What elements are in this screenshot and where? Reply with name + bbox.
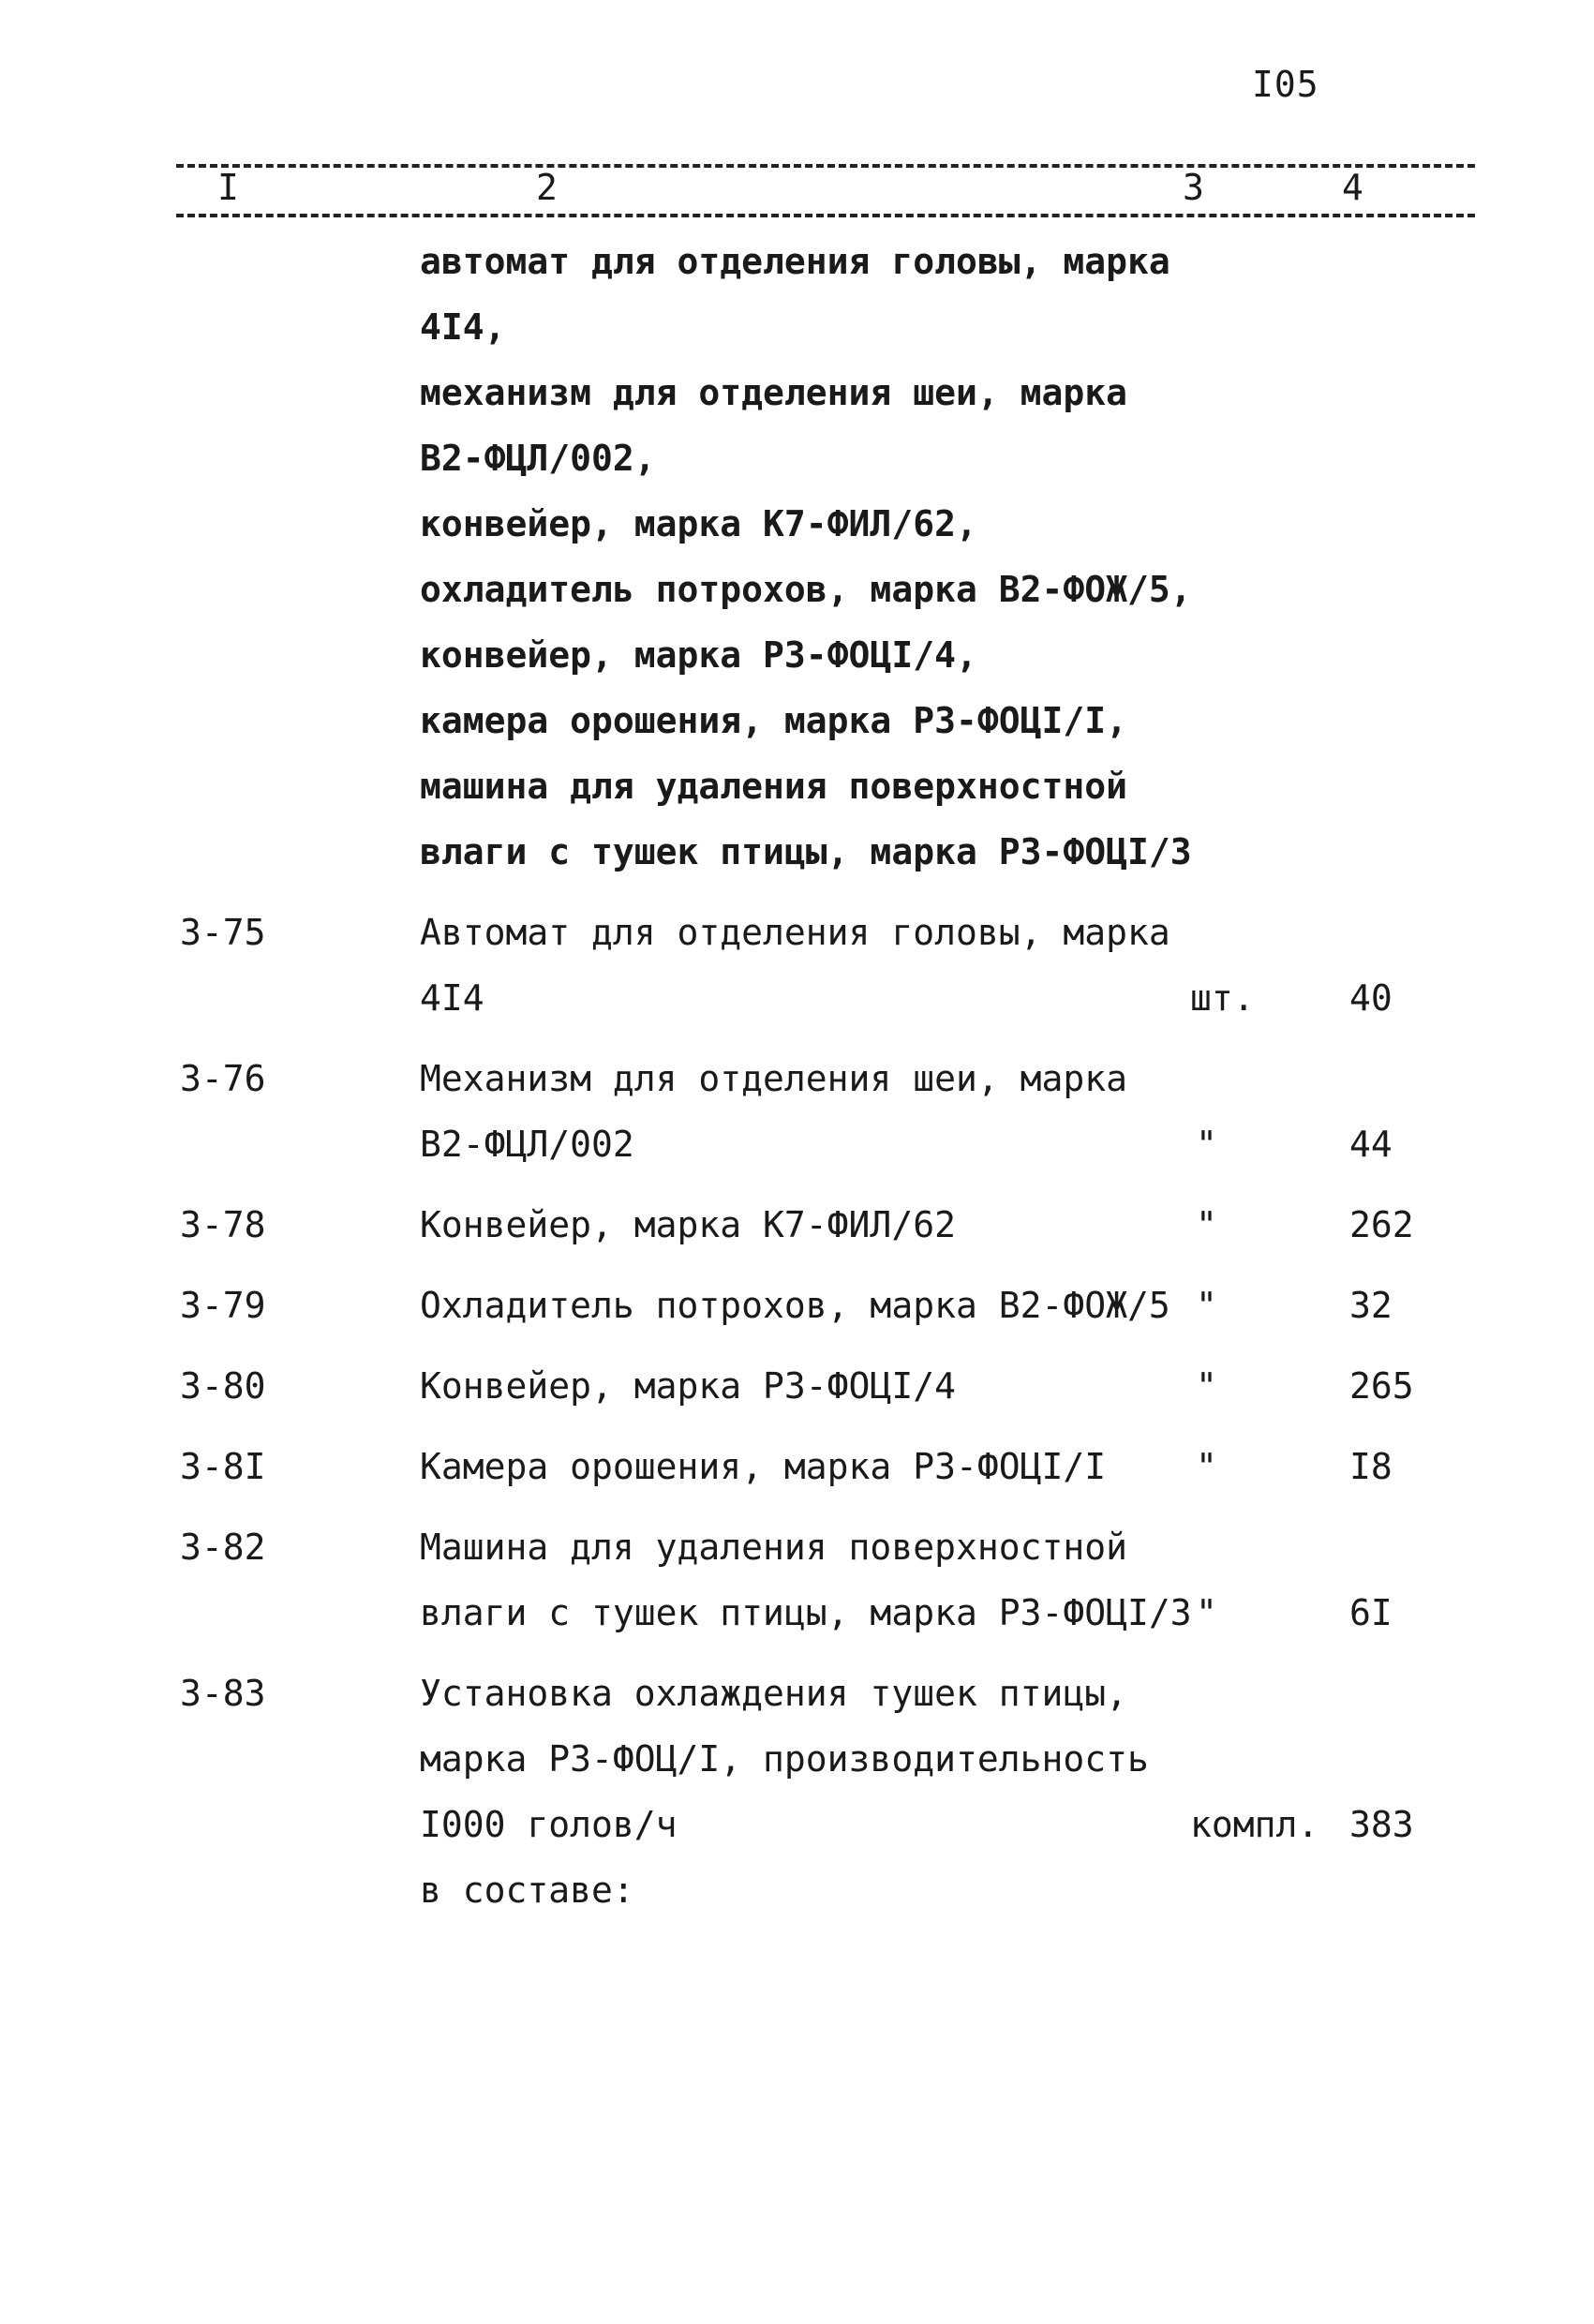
row-unit: " — [1196, 1204, 1217, 1245]
row-value: 262 — [1349, 1204, 1414, 1245]
header-rule-bottom — [176, 214, 1475, 217]
page-number: I05 — [1252, 64, 1319, 105]
row-unit: " — [1196, 1365, 1217, 1407]
row-text: 4I4 — [420, 977, 484, 1019]
row-value: 40 — [1349, 977, 1393, 1019]
row-code: 3-83 — [180, 1673, 266, 1714]
row-text: Машина для удаления поверхностной — [420, 1527, 1127, 1568]
row-code: 3-8I — [180, 1446, 266, 1487]
intro-line: механизм для отделения шеи, марка — [420, 372, 1127, 413]
row-text: Конвейер, марка К7-ФИЛ/62 — [420, 1204, 956, 1245]
row-code: 3-75 — [180, 912, 266, 953]
intro-line: охладитель потрохов, марка В2-ФОЖ/5, — [420, 569, 1192, 610]
row-text: в составе: — [420, 1870, 634, 1911]
row-text: Механизм для отделения шеи, марка — [420, 1058, 1127, 1099]
row-unit: шт. — [1190, 977, 1255, 1019]
column-header-1: I — [217, 167, 239, 208]
column-header-4: 4 — [1342, 167, 1363, 208]
row-code: 3-80 — [180, 1365, 266, 1407]
header-rule-top — [176, 164, 1475, 168]
intro-line: камера орошения, марка РЗ-ФОЦI/I, — [420, 700, 1127, 741]
row-text: Автомат для отделения головы, марка — [420, 912, 1170, 953]
intro-line: 4I4, — [420, 306, 506, 348]
intro-line: В2-ФЦЛ/002, — [420, 438, 656, 479]
intro-line: конвейер, марка РЗ-ФОЦI/4, — [420, 634, 977, 676]
row-text: Конвейер, марка РЗ-ФОЦI/4 — [420, 1365, 956, 1407]
row-text: влаги с тушек птицы, марка РЗ-ФОЦI/3 — [420, 1592, 1192, 1633]
row-value: 383 — [1349, 1804, 1414, 1845]
intro-line: влаги с тушек птицы, марка РЗ-ФОЦI/3 — [420, 831, 1192, 872]
row-code: 3-78 — [180, 1204, 266, 1245]
row-unit: " — [1196, 1592, 1217, 1633]
column-header-2: 2 — [536, 167, 558, 208]
intro-line: конвейер, марка К7-ФИЛ/62, — [420, 503, 977, 544]
row-text: марка РЗ-ФОЦ/I, производительность — [420, 1738, 1149, 1780]
row-value: 32 — [1349, 1285, 1393, 1326]
row-unit: " — [1196, 1446, 1217, 1487]
row-value: 265 — [1349, 1365, 1414, 1407]
row-value: 6I — [1349, 1592, 1393, 1633]
row-value: I8 — [1349, 1446, 1393, 1487]
row-unit: " — [1196, 1285, 1217, 1326]
column-header-3: 3 — [1183, 167, 1204, 208]
row-text: Охладитель потрохов, марка В2-ФОЖ/5 — [420, 1285, 1170, 1326]
row-text: I000 голов/ч — [420, 1804, 678, 1845]
row-unit: " — [1196, 1124, 1217, 1165]
row-text: Установка охлаждения тушек птицы, — [420, 1673, 1127, 1714]
intro-line: автомат для отделения головы, марка — [420, 241, 1170, 282]
row-unit: компл. — [1190, 1804, 1319, 1845]
intro-line: машина для удаления поверхностной — [420, 766, 1127, 807]
row-text: В2-ФЦЛ/002 — [420, 1124, 634, 1165]
row-text: Камера орошения, марка РЗ-ФОЦI/I — [420, 1446, 1107, 1487]
row-value: 44 — [1349, 1124, 1393, 1165]
row-code: 3-82 — [180, 1527, 266, 1568]
row-code: 3-76 — [180, 1058, 266, 1099]
row-code: 3-79 — [180, 1285, 266, 1326]
